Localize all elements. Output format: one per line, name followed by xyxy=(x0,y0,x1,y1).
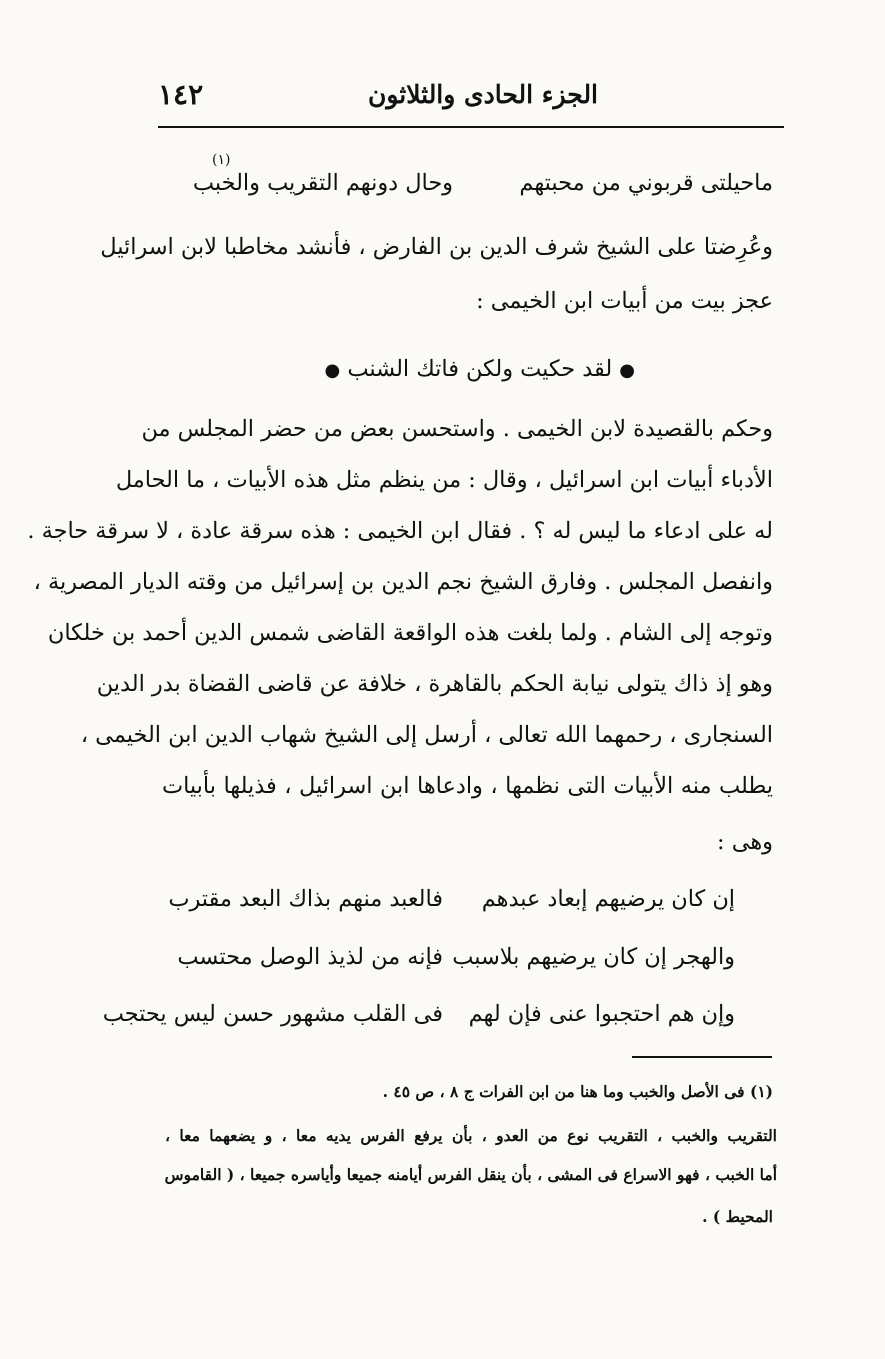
footnote-line: المحيط ) . xyxy=(702,1207,773,1226)
star-ornament: ● xyxy=(324,360,341,381)
paragraph-line: وتوجه إلى الشام . ولما بلغت هذه الواقعة القاضى شمس الدين أحمد بن خلكان xyxy=(47,620,773,646)
footnote-line: (١) فى الأصل والخبب وما هنا من ابن الفرات ج ٨ ، ص ٤٥ . xyxy=(382,1082,773,1101)
quoted-line: ● لقد حكيت ولكن فاتك الشنب ● xyxy=(324,356,635,382)
page-header xyxy=(158,78,784,118)
paragraph-line: له على ادعاء ما ليس له ؟ . فقال ابن الخيمى : هذه سرقة عادة ، لا سرقة حاجة . xyxy=(27,518,773,544)
poem-hemistich-right: وإن هم احتجبوا عنى فإن لهم xyxy=(468,1001,735,1027)
paragraph-line: وانفصل المجلس . وفارق الشيخ نجم الدين بن إسرائيل من وقته الديار المصرية ، xyxy=(33,569,773,595)
paragraph-line: وهى : xyxy=(717,829,773,855)
footnote-line: التقريب والخبب ، التقريب نوع من العدو ، بأن يرفع الفرس يديه معا ، و يضعهما معا ، xyxy=(165,1126,777,1145)
footnote-separator xyxy=(632,1056,772,1058)
poem-hemistich-right: إن كان يرضيهم إبعاد عبدهم xyxy=(481,886,735,912)
poem-hemistich-left: فإنه من لذيذ الوصل محتسب xyxy=(177,944,443,970)
paragraph-line: عجز بيت من أبيات ابن الخيمى : xyxy=(476,288,773,314)
paragraph-line: السنجارى ، رحمهما الله تعالى ، أرسل إلى الشيخ شهاب الدين ابن الخيمى ، xyxy=(80,722,773,748)
paragraph-line: يطلب منه الأبيات التى نظمها ، وادعاها ابن اسرائيل ، فذيلها بأبيات xyxy=(162,773,773,799)
footnote-marker: (١) xyxy=(212,152,231,168)
poem-hemistich-left: فى القلب مشهور حسن ليس يحتجب xyxy=(102,1001,443,1027)
paragraph-line: الأدباء أبيات ابن اسرائيل ، وقال : من ينظم مثل هذه الأبيات ، ما الحامل xyxy=(115,467,773,493)
page-number: ١٤٢ xyxy=(158,78,204,111)
paragraph-line: وعُرِضتا على الشيخ شرف الدين بن الفارض ، فأنشد مخاطبا لابن اسرائيل xyxy=(100,234,773,260)
running-title: الجزء الحادى والثلاثون xyxy=(368,80,599,109)
verse-hemistich-right: ماحيلتى قربوني من محبتهم xyxy=(519,170,773,196)
header-rule xyxy=(158,126,784,128)
star-ornament: ● xyxy=(619,360,635,381)
paragraph-line: وحكم بالقصيدة لابن الخيمى . واستحسن بعض من حضر المجلس من xyxy=(141,416,773,442)
footnote-line: أما الخبب ، فهو الاسراع فى المشى ، بأن ينقل الفرس أيامنه جميعا وأياسره جميعا ، ( القاموس xyxy=(164,1165,777,1184)
poem-hemistich-left: فالعبد منهم بذاك البعد مقترب xyxy=(168,886,443,912)
paragraph-line: وهو إذ ذاك يتولى نيابة الحكم بالقاهرة ، خلافة عن قاضى القضاة بدر الدين xyxy=(96,671,773,697)
verse-hemistich-left: وحال دونهم التقريب والخبب xyxy=(192,170,453,196)
poem-hemistich-right: والهجر إن كان يرضيهم بلاسبب xyxy=(452,944,735,970)
